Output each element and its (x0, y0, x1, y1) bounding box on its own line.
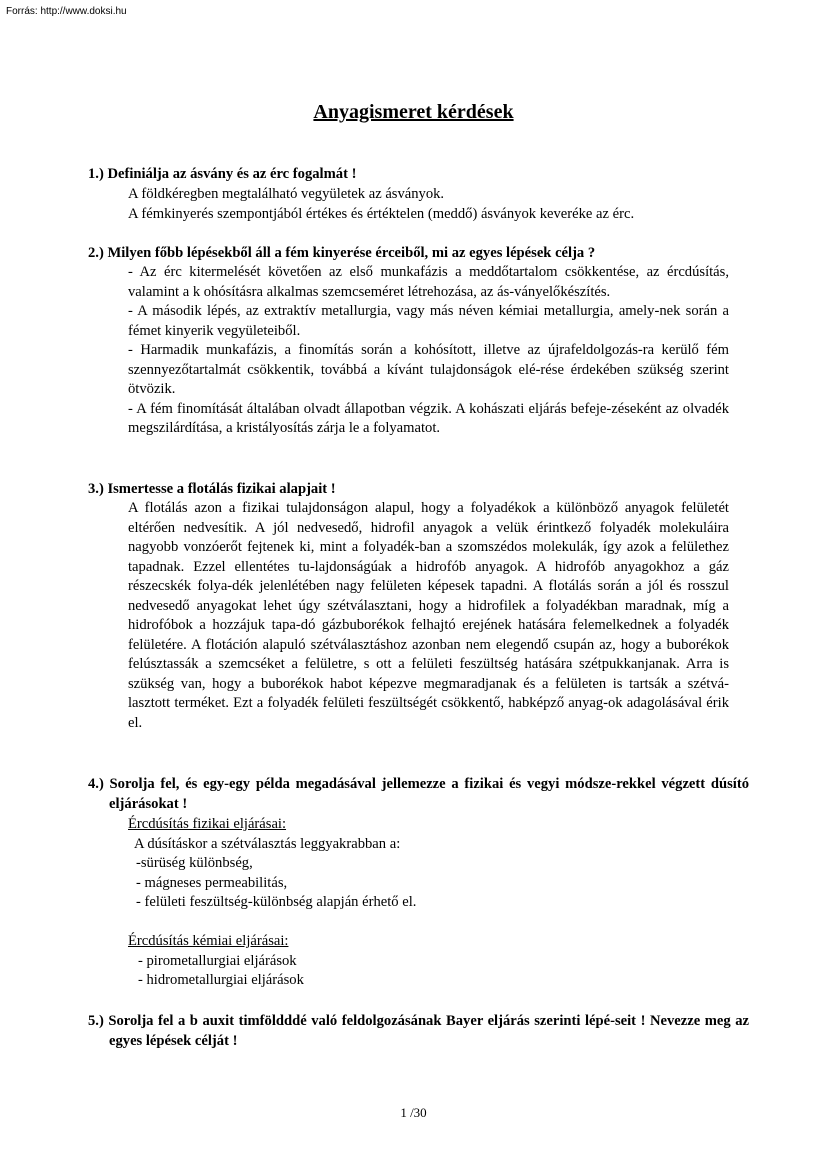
question-3: 3.) Ismertesse a flotálás fizikai alapjait ! (88, 481, 336, 497)
answer-1-line: A földkéregben megtalálható vegyületek az ásványok. (128, 186, 445, 202)
answer-2-paragraph: - A második lépés, az extraktív metallurgia, vagy más néven kémiai metallurgia, amely-nek során a fémet kinyerik vegyületeiből. (128, 303, 729, 339)
physical-intro: A dúsításkor a szétválasztás leggyakrabban a: (134, 835, 401, 852)
physical-item: - felületi feszültség-különbség alapján érhető el. (136, 894, 417, 910)
answer-1-line: A fémkinyerés szempontjából értékes és értéktelen (meddő) ásványok keveréke az érc. (128, 205, 635, 222)
answer-1 (128, 185, 634, 224)
physical-item: -sürüség különbség, (136, 855, 253, 871)
chemical-heading: Ércdúsítás kémiai eljárásai: (128, 933, 289, 949)
answer-3 (128, 499, 729, 733)
question-5: 5.) Sorolja fel a b auxit timföldddé való feldolgozásának Bayer eljárás szerinti lépé-seit ! Nevezze meg az egyes lépések célját ! (88, 1013, 749, 1049)
answer-2 (128, 263, 729, 439)
answer-2-paragraph: - A fém finomítását általában olvadt állapotban végzik. A kohászati eljárás befeje-zéseként az olvadék megszilárdítása, a kristályosítás zárja le a folyamatot. (128, 400, 729, 436)
answer-3-paragraph: A flotálás azon a fizikai tulajdonságon alapul, hogy a folyadékok a különböző anyagok felületét eltérően nedvesítik. A jól nedvesedő, hidrofil anyagok a velük érintkező folyadék molekuláira nagyobb vonzóerőt fejtenek ki, mint a folyadék-ban a szomszédos molekulák, így azok a felülethez tapadnak. Ezzel ellentétes tu-lajdonságúak a hidrofób anyagok. A hidrofób anyagokhoz a gáz részecskék folya-dék jelenlétében nagy felületen képesek tapadni. A flotálás során a jól és rosszul nedvesedő anyagokat lehet úgy szétválasztani, hogy a hidrofilek a folyadékban maradnak, míg a hidrofóbok a hozzájuk tapa-dó gázbuborékok felhajtó erejének hatására felemelkednek a folyadék felületére. A flotáción alapuló szétválasztáshoz azonban nem elegendő csupán az, hogy a buborékok felúsztassák a szemcséket a felületre, s ott a felületi feszültség hatására szétpukkanjanak. Arra is szükség van, hogy a buborékok habot képezve megmaradjanak és a felületen is tartsák a szétvá-lasztott terméket. Ezt a folyadék felületi feszültségét csökkentő, habképző anyag-ok adagolásával érik el. (128, 500, 729, 731)
question-1: 1.) Definiálja az ásvány és az érc fogalmát ! (88, 166, 357, 182)
page-number: 1 /30 (400, 1105, 427, 1120)
physical-heading: Ércdúsítás fizikai eljárásai: (128, 816, 287, 832)
answer-4-chemical (128, 932, 304, 991)
chemical-item: - hidrometallurgiai eljárások (138, 972, 304, 988)
question-2: 2.) Milyen főbb lépésekből áll a fém kinyerése érceiből, mi az egyes lépések célja ? (88, 245, 596, 261)
answer-2-paragraph: - Harmadik munkafázis, a finomítás során a kohósított, illetve az újrafeldolgozás-ra kerülő fém szennyezőtartalmát csökkentik, továbbá a kívánt tulajdonságok elé-rése érdekében szükség szerint ötvözik. (128, 342, 729, 397)
question-4: 4.) Sorolja fel, és egy-egy példa megadásával jellemezze a fizikai és vegyi módsze-rekkel végzett dúsító eljárásokat ! (88, 776, 749, 812)
answer-4-physical (128, 815, 416, 913)
page-title: Anyagismeret kérdések (313, 101, 514, 123)
chemical-item: - pirometallurgiai eljárások (138, 952, 297, 969)
physical-item: - mágneses permeabilitás, (136, 874, 288, 891)
answer-2-paragraph: - Az érc kitermelését követően az első munkafázis a meddőtartalom csökkentése, az ércdúsítás, valamint a k ohósításra alkalmas szemcseméret létrehozása, az ás-ványelőkészítés. (128, 264, 729, 300)
source-label: Forrás: http://www.doksi.hu (6, 6, 127, 17)
